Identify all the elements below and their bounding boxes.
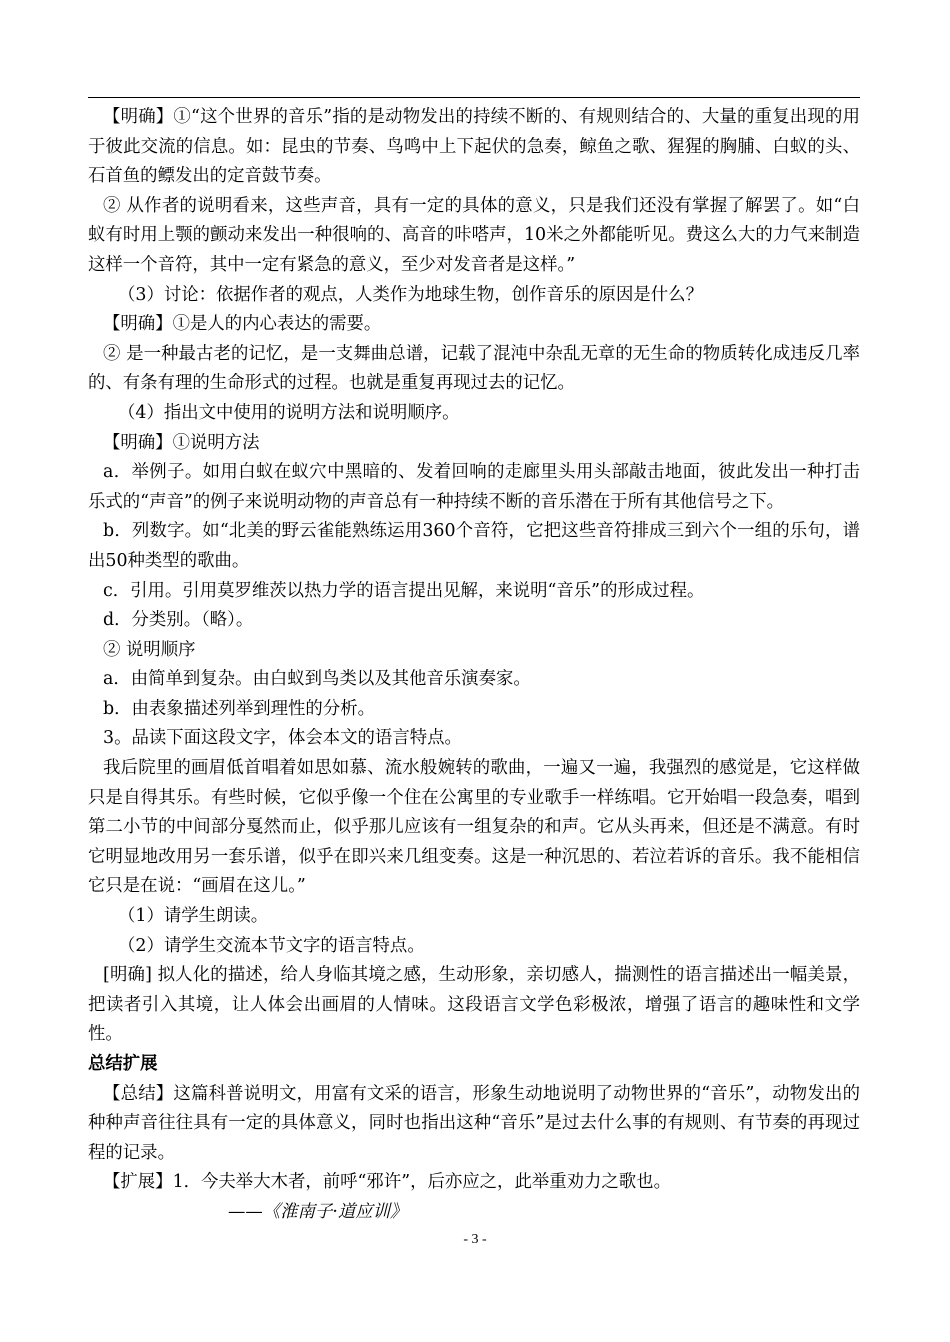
reading-task-3: 3。品读下面这段文字，体会本文的语言特点。 (103, 728, 462, 749)
language-feature-answer: [明确] 拟人化的描述，给人身临其境之感，生动形象，亲切感人，揣测性的语言描述出一幅美景，把读者引入其境，让人体会出画眉的人情味。这段语言文学色彩极浓，增强了语言的趣味性和文学性。 (88, 965, 860, 1045)
method-a-example: a．举例子。如用白蚁在蚁穴中黑暗的、发着回响的走廊里头用头部敲击地面，彼此发出一种打击乐式的“声音”的例子来说明动物的声音总有一种持续不断的音乐潜在于所有其他信号之下。 (88, 462, 860, 512)
answer-paragraph-2: ② 从作者的说明看来，这些声音，具有一定的具体的意义，只是我们还没有掌握了解罢了。如“白蚁有时用上颚的颤动来发出一种很响的、高音的咔嗒声，10米之外都能听见。费这么大的力气来制造这样一个音符，其中一定有紧急的意义，至少对发音者是这样。” (88, 195, 860, 275)
page-number: - 3 - (463, 1232, 487, 1247)
header-rule (88, 97, 860, 98)
section-heading: 总结扩展 (88, 1054, 158, 1074)
reading-step-1: （1）请学生朗读。 (118, 906, 269, 927)
answer-paragraph-3: 【明确】①是人的内心表达的需要。 (103, 314, 382, 335)
order-a: a．由简单到复杂。由白蚁到鸟类以及其他音乐演奏家。 (103, 669, 531, 690)
answer-methods-title: 【明确】①说明方法 (103, 432, 260, 453)
discussion-question-3: （3）讨论：依据作者的观点，人类作为地球生物，创作音乐的原因是什么？ (118, 284, 703, 305)
page-body (88, 103, 860, 1228)
method-d-classify: d．分类别。（略）。 (103, 610, 254, 631)
order-title: ② 说明顺序 (103, 639, 196, 660)
summary-paragraph: 【总结】这篇科普说明文，用富有文采的语言，形象生动地说明了动物世界的“音乐”，动物发出的种种声音往往具有一定的具体意义，同时也指出这种“音乐”是过去什么事的有规则、有节奏的再现过程的记录。 (88, 1083, 860, 1163)
extension-source: ——《淮南子·道应训》 (228, 1201, 408, 1222)
extension-paragraph: 【扩展】1．今夫举大木者，前呼“邪许”，后亦应之，此举重劝力之歌也。 (103, 1172, 671, 1193)
reading-passage: 我后院里的画眉低首唱着如思如慕、流水般婉转的歌曲，一遍又一遍，我强烈的感觉是，它这样做只是自得其乐。有些时候，它似乎像一个住在公寓里的专业歌手一样练唱。它开始唱一段急奏，唱到第二小节的中间部分戛然而止，似乎那儿应该有一组复杂的和声。它从头再来，但还是不满意。有时它明显地改用另一套乐谱，似乎在即兴来几组变奏。这是一种沉思的、若泣若诉的音乐。我不能相信它只是在说：“画眉在这儿。” (88, 758, 860, 897)
question-4: （4）指出文中使用的说明方法和说明顺序。 (118, 402, 460, 423)
order-b: b．由表象描述列举到理性的分析。 (103, 698, 375, 719)
answer-paragraph-4: ② 是一种最古老的记忆，是一支舞曲总谱，记载了混沌中杂乱无章的无生命的物质转化成违反几率的、有条有理的生命形式的过程。也就是重复再现过去的记忆。 (88, 343, 860, 394)
method-b-numbers: b．列数字。如“北美的野云雀能熟练运用360个音符，它把这些音符排成三到六个一组的乐句，谱出50种类型的歌曲。 (88, 521, 860, 571)
answer-paragraph-1: 【明确】①“这个世界的音乐”指的是动物发出的持续不断的、有规则结合的、大量的重复出现的用于彼此交流的信息。如：昆虫的节奏、鸟鸣中上下起伏的急奏，鲸鱼之歌、猩猩的胸脯、白蚁的头、石首鱼的鳔发出的定音鼓节奏。 (88, 107, 860, 187)
reading-step-2: （2）请学生交流本节文字的语言特点。 (118, 935, 425, 956)
method-c-quote: c．引用。引用莫罗维茨以热力学的语言提出见解，来说明“音乐”的形成过程。 (103, 580, 705, 601)
